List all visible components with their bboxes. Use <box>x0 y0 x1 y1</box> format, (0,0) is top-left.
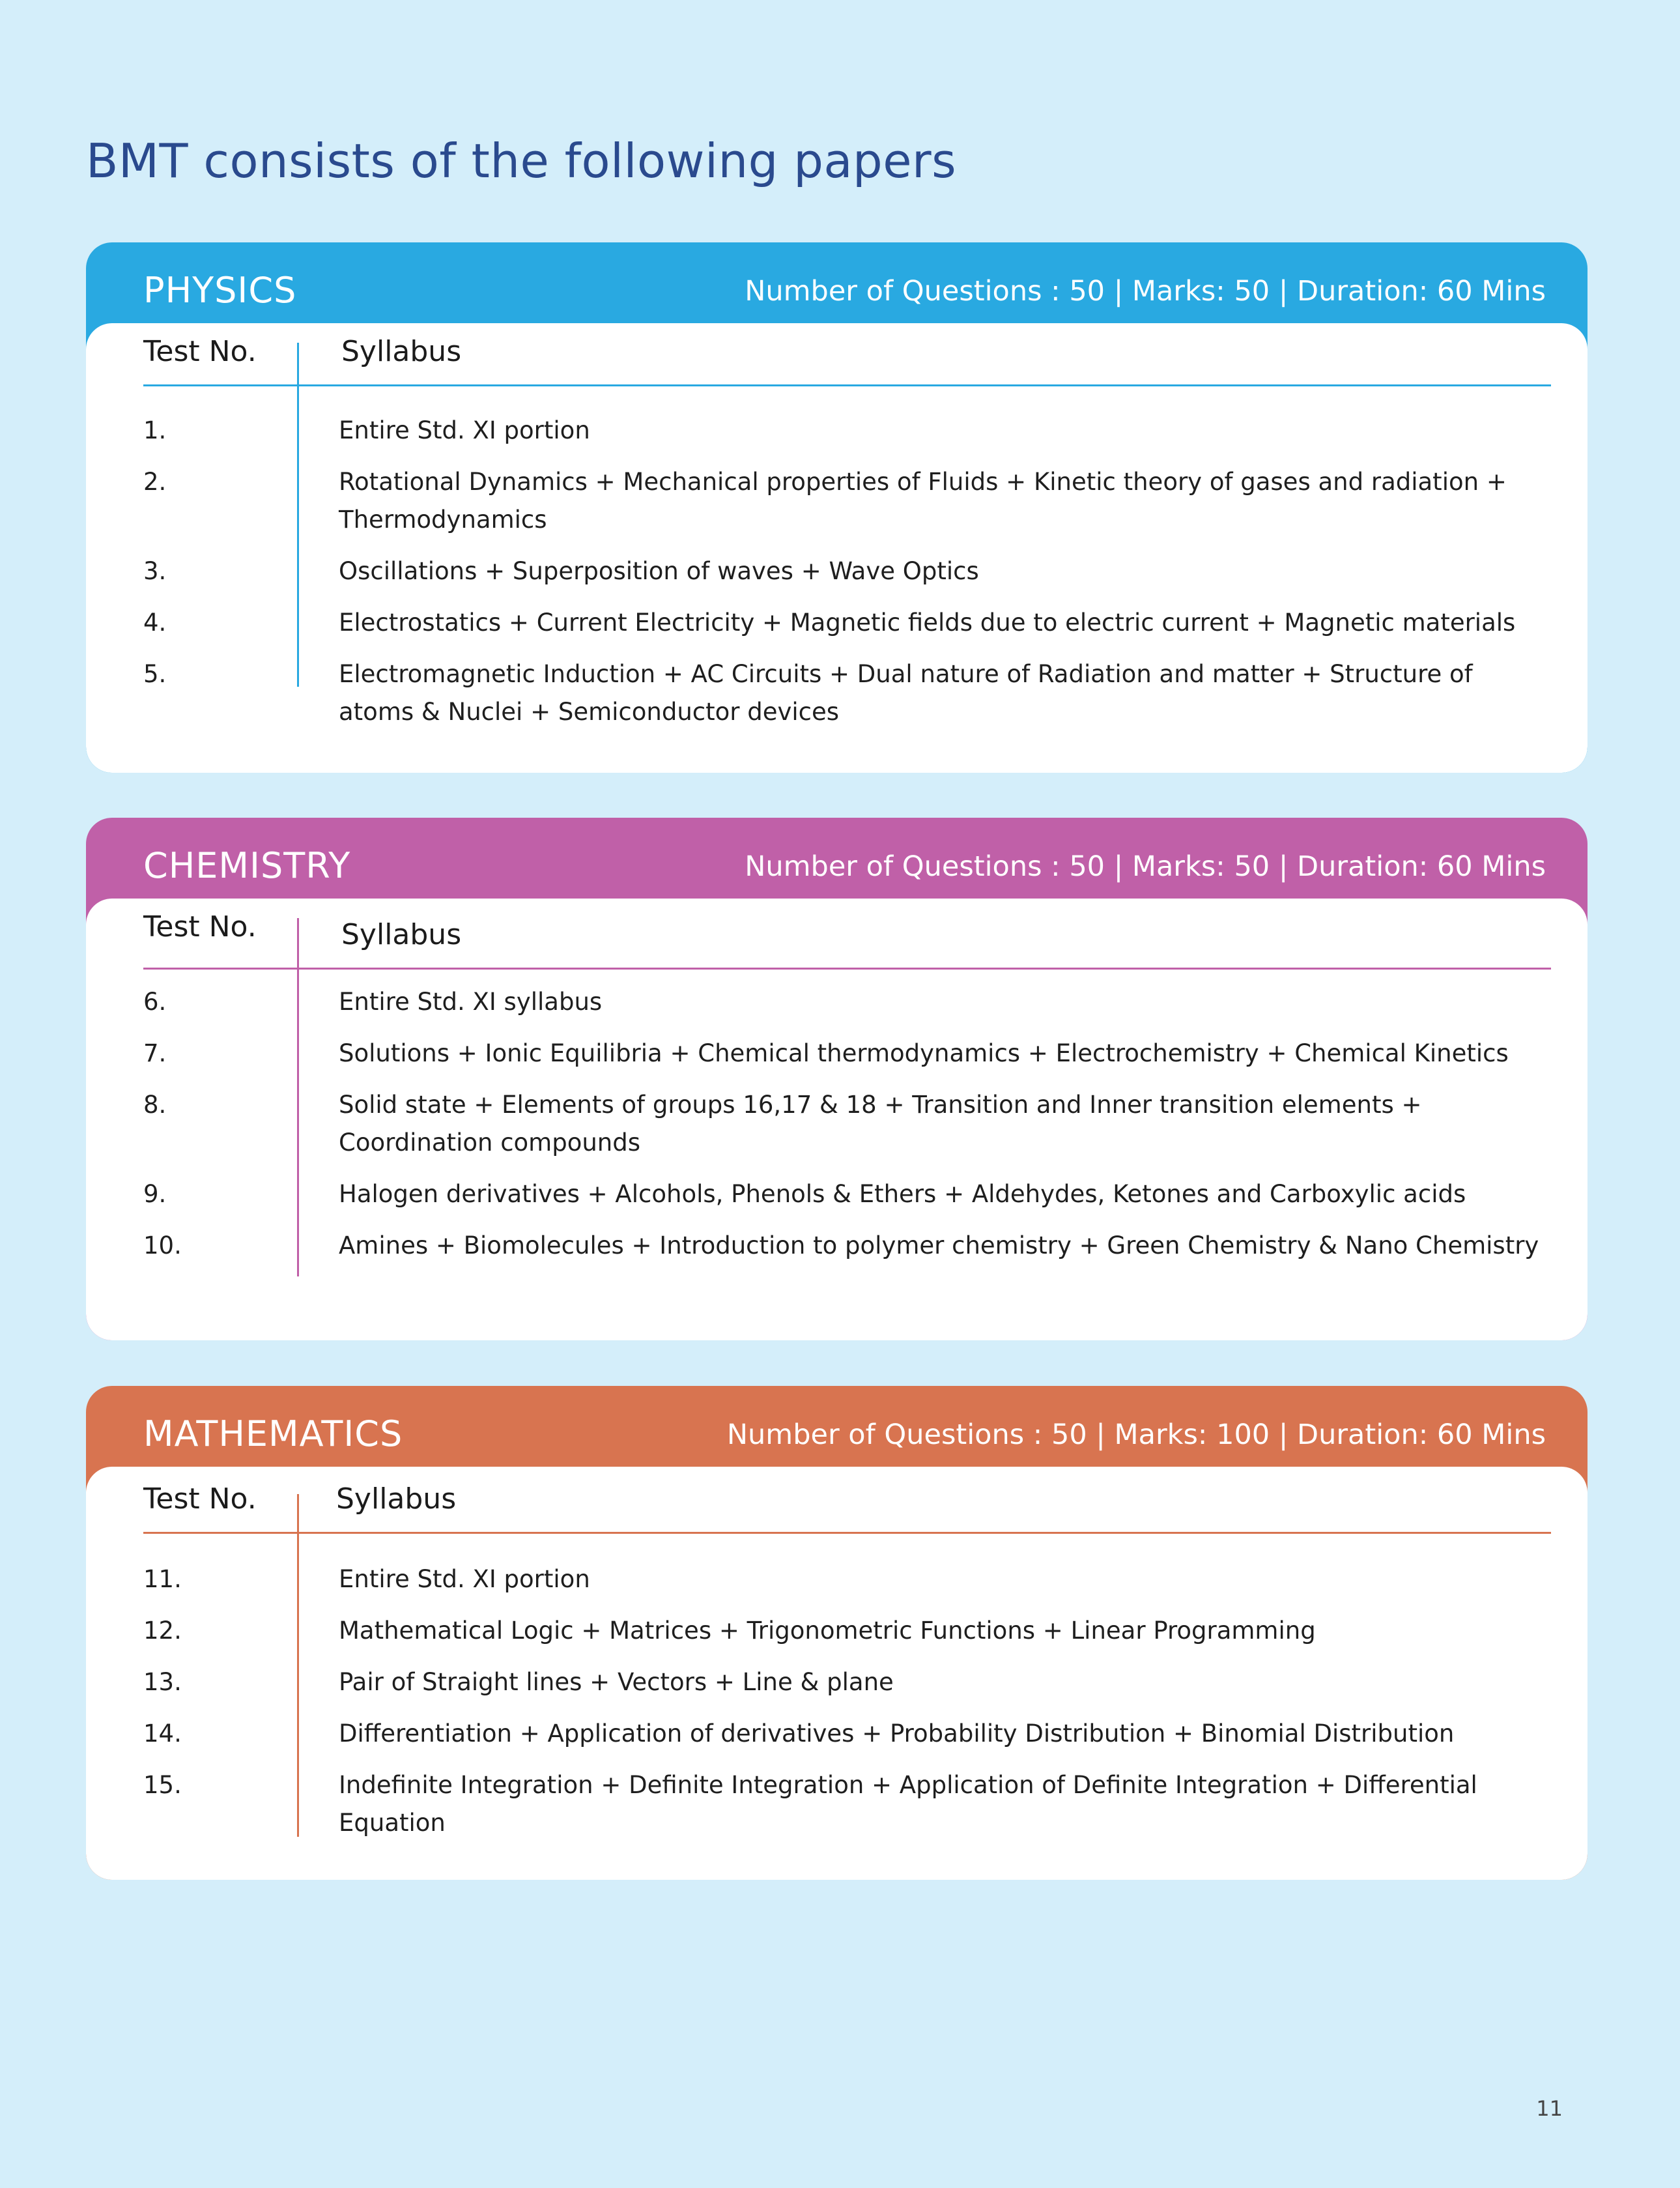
test-number: 10. <box>143 1231 182 1260</box>
mathematics-paper-card <box>86 1386 1587 1880</box>
header-divider <box>143 968 1551 970</box>
column-divider <box>297 1494 299 1837</box>
test-number: 6. <box>143 988 167 1016</box>
syllabus-table <box>86 323 1587 773</box>
syllabus-text: Entire Std. XI portion <box>339 416 590 444</box>
column-header-syllabus: Syllabus <box>341 335 462 368</box>
syllabus-text: Halogen derivatives + Alcohols, Phenols & Ethers + Aldehydes, Ketones and Carboxylic acids <box>339 1180 1466 1208</box>
column-header-syllabus: Syllabus <box>336 1482 457 1516</box>
paper-meta: Number of Questions : 50 | Marks: 50 | Duration: 60 Mins <box>745 850 1546 883</box>
column-header-test-no: Test No. <box>143 335 257 368</box>
test-number: 1. <box>143 416 167 444</box>
syllabus-text: Differentiation + Application of derivatives + Probability Distribution + Binomial Distribution <box>339 1720 1455 1748</box>
syllabus-text: Solutions + Ionic Equilibria + Chemical thermodynamics + Electrochemistry + Chemical Kinetics <box>339 1039 1509 1067</box>
page-number: 11 <box>1536 2096 1563 2121</box>
syllabus-text: Entire Std. XI portion <box>339 1565 590 1593</box>
test-number: 4. <box>143 609 167 637</box>
syllabus-text: Solid state + Elements of groups 16,17 & 18 + Transition and Inner transition elements + Coordination compounds <box>339 1091 1422 1157</box>
syllabus-text: Pair of Straight lines + Vectors + Line & plane <box>339 1668 894 1696</box>
test-number: 9. <box>143 1180 167 1208</box>
paper-title: PHYSICS <box>143 270 297 311</box>
syllabus-table <box>86 1467 1587 1880</box>
test-number: 7. <box>143 1039 167 1067</box>
chemistry-paper-card <box>86 818 1587 1340</box>
paper-title: CHEMISTRY <box>143 845 351 886</box>
test-number: 12. <box>143 1617 182 1645</box>
syllabus-text: Oscillations + Superposition of waves + Wave Optics <box>339 557 979 585</box>
column-header-syllabus: Syllabus <box>341 918 462 951</box>
column-divider <box>297 343 299 687</box>
syllabus-text: Electromagnetic Induction + AC Circuits + Dual nature of Radiation and matter + Structure of atoms & Nuclei + Semiconductor devices <box>339 660 1473 726</box>
paper-title: MATHEMATICS <box>143 1413 403 1454</box>
syllabus-text: Electrostatics + Current Electricity + Magnetic fields due to electric current + Magnetic materials <box>339 609 1516 637</box>
column-header-test-no: Test No. <box>143 1482 257 1516</box>
column-header-test-no: Test No. <box>143 910 257 943</box>
paper-meta: Number of Questions : 50 | Marks: 50 | Duration: 60 Mins <box>745 275 1546 308</box>
test-number: 5. <box>143 660 167 688</box>
test-number: 13. <box>143 1668 182 1696</box>
syllabus-text: Amines + Biomolecules + Introduction to polymer chemistry + Green Chemistry & Nano Chemistry <box>339 1231 1539 1260</box>
syllabus-table <box>86 899 1587 1340</box>
page-heading: BMT consists of the following papers <box>86 134 957 188</box>
column-divider <box>297 918 299 1276</box>
test-number: 11. <box>143 1565 182 1593</box>
syllabus-text: Rotational Dynamics + Mechanical properties of Fluids + Kinetic theory of gases and radiation + Thermodynamics <box>339 468 1507 534</box>
test-number: 15. <box>143 1771 182 1799</box>
syllabus-text: Indefinite Integration + Definite Integration + Application of Definite Integration + Differential Equation <box>339 1771 1477 1837</box>
header-divider <box>143 1532 1551 1534</box>
test-number: 2. <box>143 468 167 496</box>
syllabus-text: Mathematical Logic + Matrices + Trigonometric Functions + Linear Programming <box>339 1617 1316 1645</box>
paper-meta: Number of Questions : 50 | Marks: 100 | Duration: 60 Mins <box>726 1418 1546 1451</box>
physics-paper-card <box>86 242 1587 773</box>
header-divider <box>143 384 1551 386</box>
test-number: 14. <box>143 1720 182 1748</box>
test-number: 8. <box>143 1091 167 1119</box>
test-number: 3. <box>143 557 167 585</box>
syllabus-text: Entire Std. XI syllabus <box>339 988 603 1016</box>
